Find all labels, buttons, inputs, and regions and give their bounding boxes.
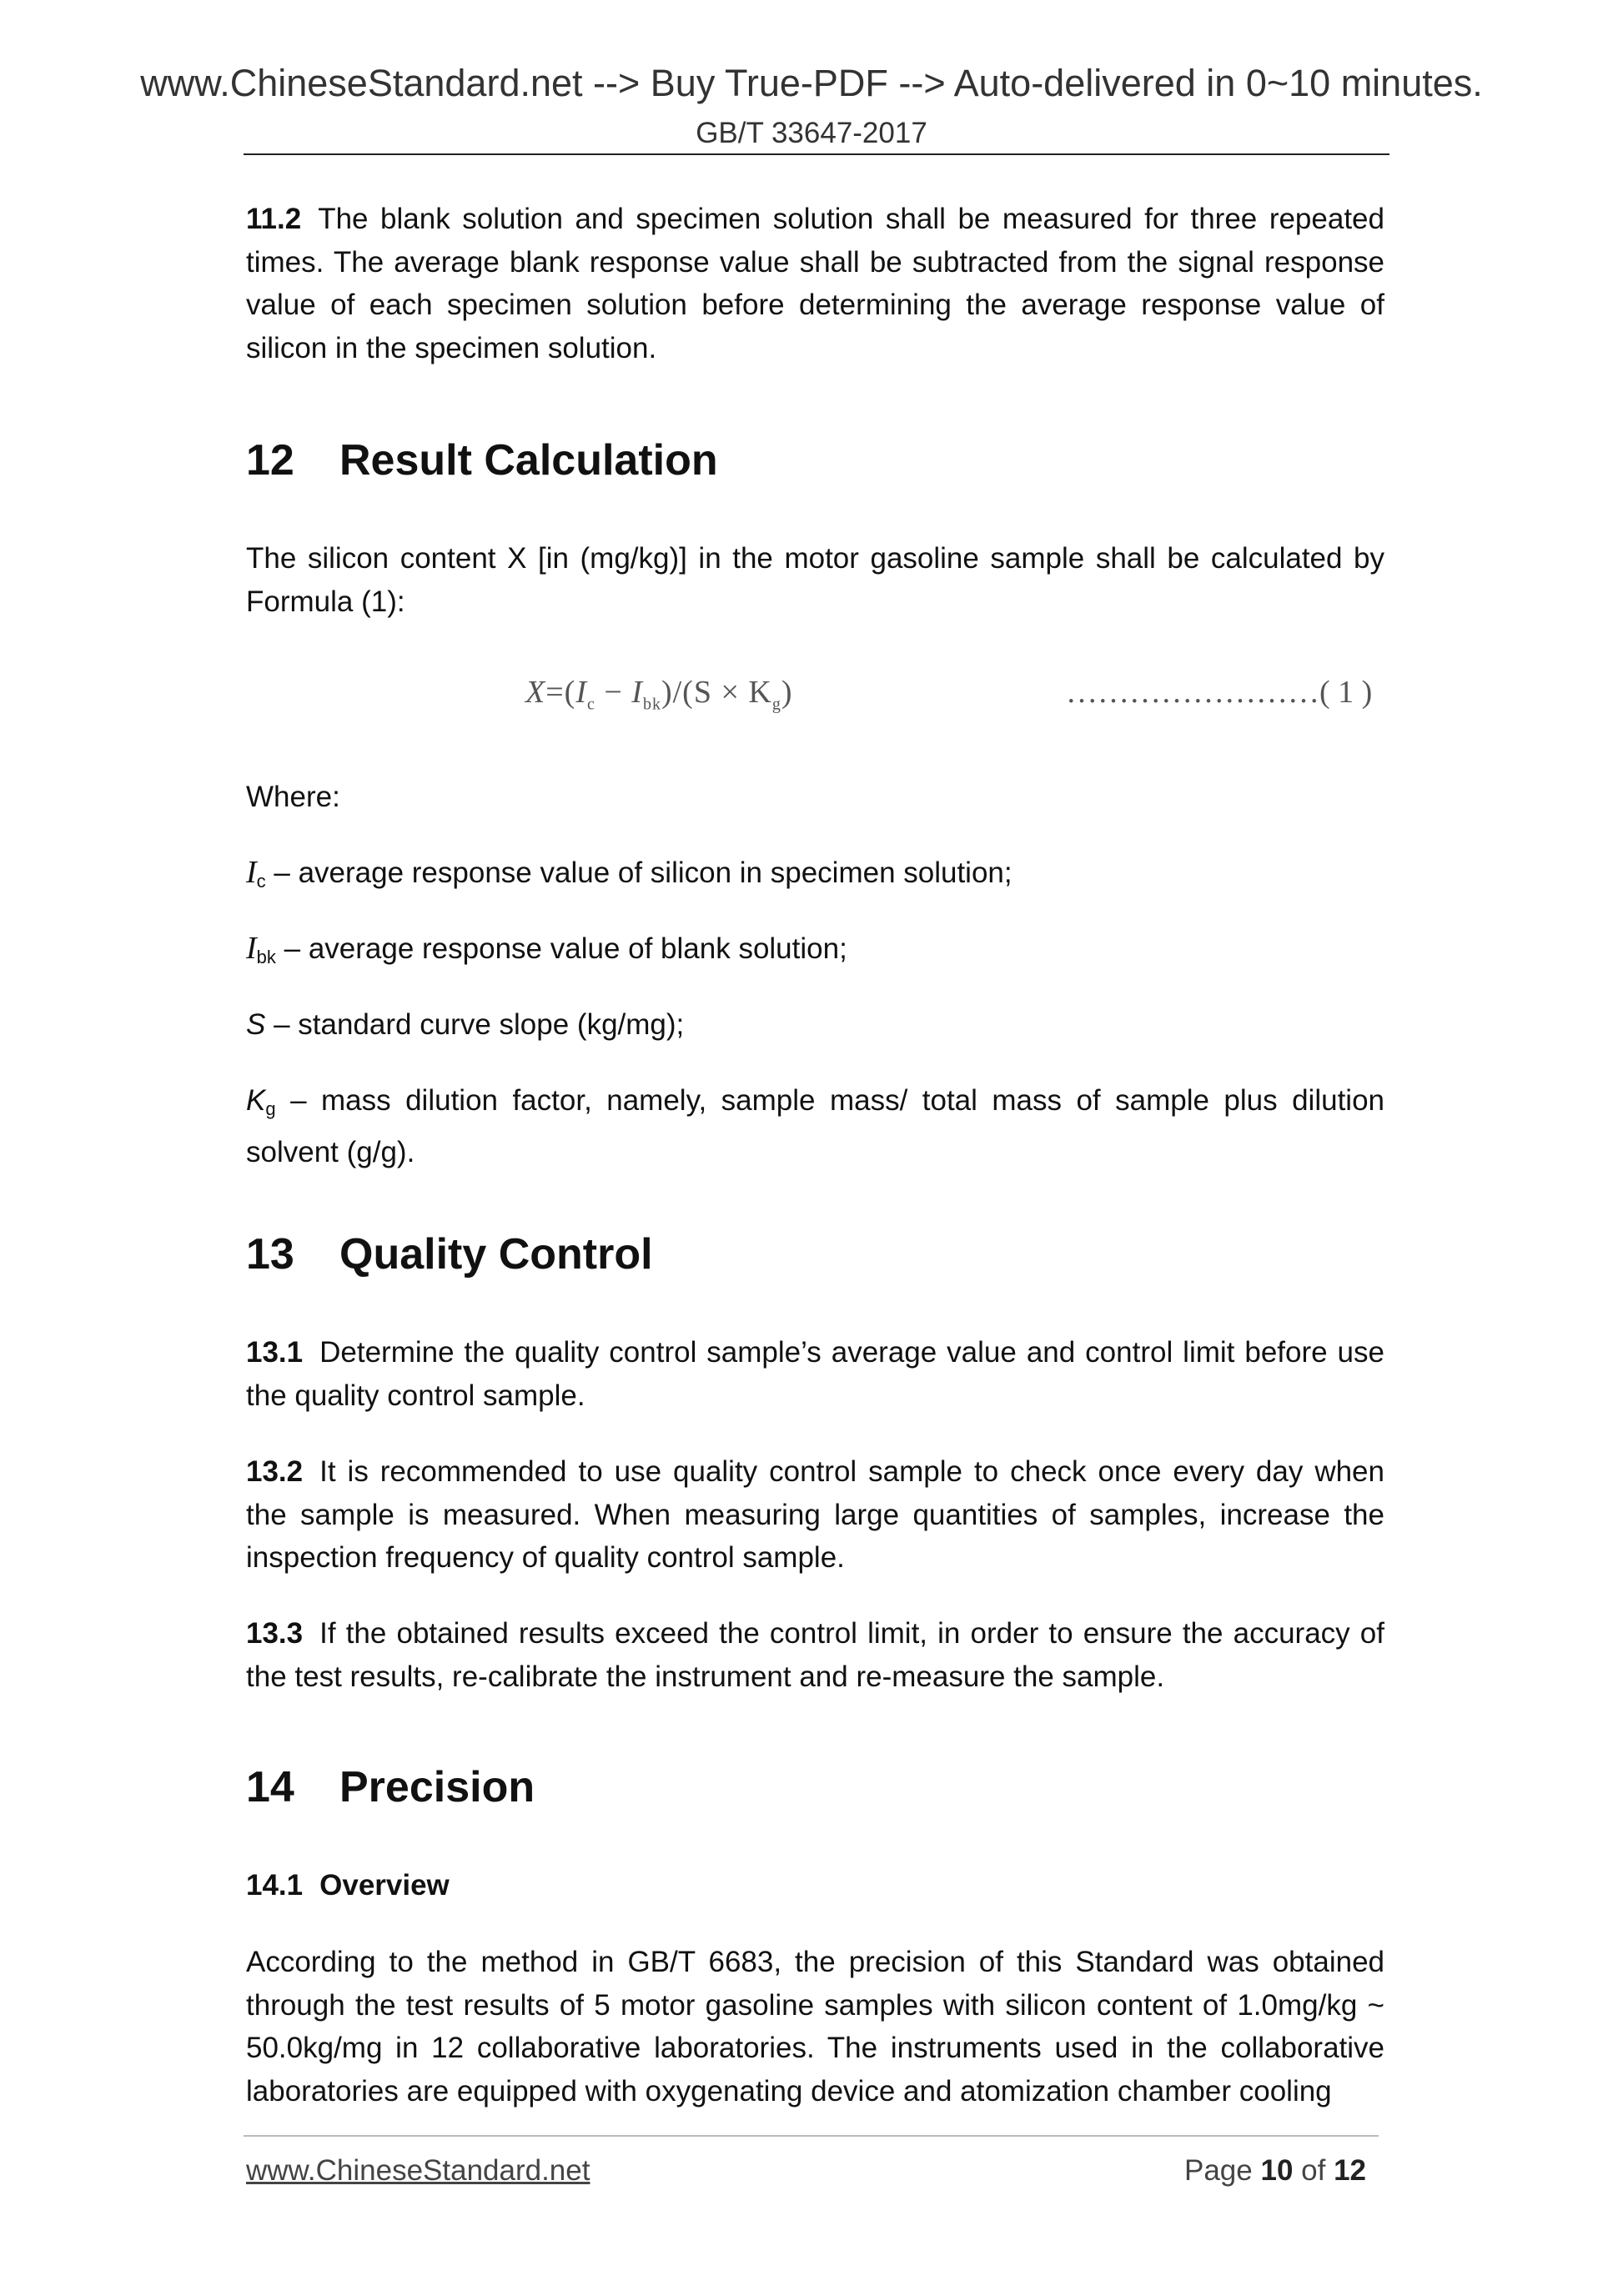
standard-number: GB/T 33647-2017: [696, 117, 927, 149]
footer-site-link[interactable]: www.ChineseStandard.net: [246, 2154, 590, 2187]
calculation-intro: The silicon content X [in (mg/kg)] in the motor gasoline sample shall be calculated by Formula (1):: [246, 542, 1384, 618]
section-title: Quality Control: [339, 1230, 653, 1279]
precision-overview-text: According to the method in GB/T 6683, the precision of this Standard was obtained through the test results of 5 motor gasoline samples with silicon content of 1.0mg/kg ~ 50.0kg/mg in 12 collaborative laboratories. The instruments used in the collaborative laboratories are equipped with oxygenating device and atomization chamber cooling: [246, 1946, 1384, 2108]
clause-text: The blank solution and specimen solution shall be measured for three repeated times. The average blank response value shall be subtracted from the signal response value of each specimen solution before determining the average response value of silicon in the specimen solution.: [246, 203, 1384, 364]
section-title: Precision: [339, 1763, 535, 1811]
clause-11-2: [246, 198, 1384, 369]
clause-number: 11.2: [246, 203, 302, 235]
section-title: Result Calculation: [339, 436, 718, 485]
section-number: 14: [246, 1763, 294, 1811]
definition-ic: $I_c$ – average response value of silicon in specimen solution;: [246, 855, 1012, 892]
definition-ibk: $I_{bk}$ – average response value of blank solution;: [246, 931, 847, 967]
section-number: 13: [246, 1230, 294, 1279]
header-divider: [244, 153, 1389, 155]
clause-13-3: 13.3 If the obtained results exceed the control limit, in order to ensure the accuracy of the test results, re-calibrate the instrument and re-measure the sample.: [246, 1617, 1384, 1693]
where-label: Where:: [246, 781, 340, 813]
formula-1: $X=(I_c - I_{bk})/(S \times K_g)$: [525, 675, 793, 714]
formula-number: ……………………( 1 ): [1066, 675, 1373, 710]
section-number: 12: [246, 436, 294, 485]
page-indicator: Page 10 of 12: [1184, 2154, 1367, 2187]
footer-divider: [244, 2135, 1379, 2137]
definition-s: S – standard curve slope (kg/mg);: [246, 1008, 685, 1041]
section-heading-14: [246, 1762, 535, 1812]
subsection-heading-14-1: 14.1 Overview: [246, 1869, 450, 1902]
clause-13-1: 13.1 Determine the quality control sample’s average value and control limit before use the quality control sample.: [246, 1336, 1384, 1412]
site-banner[interactable]: www.ChineseStandard.net --> Buy True-PDF --> Auto-delivered in 0~10 minutes.: [140, 62, 1483, 104]
clause-13-2: 13.2 It is recommended to use quality control sample to check once every day when the sample is measured. When measuring large quantities of samples, increase the inspection frequency of quality control sample.: [246, 1455, 1384, 1574]
definition-kg: $K_g$ – mass dilution factor, namely, sample mass/ total mass of sample plus dilution solvent (g/g).: [246, 1084, 1384, 1168]
section-heading-12: [246, 435, 718, 485]
section-heading-13: [246, 1229, 653, 1279]
